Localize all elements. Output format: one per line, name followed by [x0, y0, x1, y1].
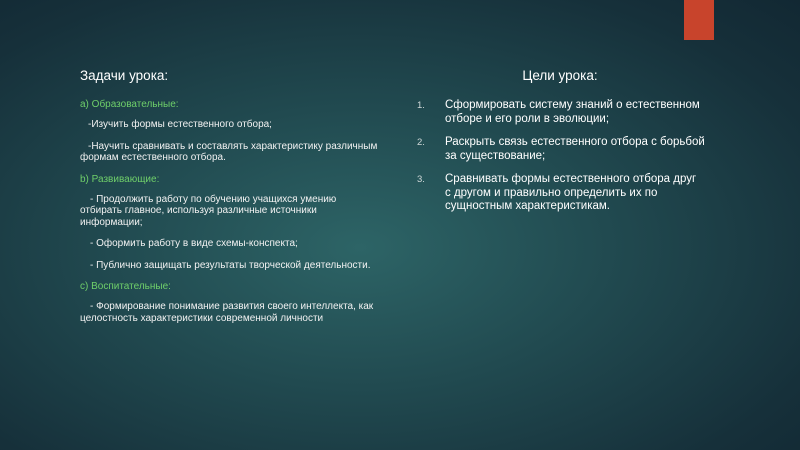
goals-heading: Цели урока:: [522, 68, 598, 83]
accent-bar: [684, 0, 714, 40]
goal-item: [415, 99, 705, 126]
goal-number: 1.: [417, 100, 425, 111]
goal-number: 3.: [417, 174, 425, 185]
goal-item: [415, 136, 705, 163]
task-item: -Научить сравнивать и составлять характеристику различным формам естественного отбора.: [80, 140, 378, 163]
goals-column: [415, 68, 705, 224]
goal-number: 2.: [417, 137, 425, 148]
section-educational: a) Образовательные:: [80, 99, 179, 110]
task-item: - Оформить работу в виде схемы-конспекта;: [90, 238, 298, 249]
goal-item: [415, 173, 705, 214]
tasks-heading: Задачи урока:: [80, 68, 169, 83]
goal-text: Раскрыть связь естественного отбора с борьбой за существование;: [445, 136, 705, 162]
task-item: - Формирование понимание развития своего интеллекта, как целостность характеристики современной личности: [80, 301, 374, 324]
task-item: - Продолжить работу по обучению учащихся умению отбирать главное, используя различные источники информации;: [80, 193, 337, 228]
goals-list: [415, 99, 705, 214]
tasks-column: [80, 68, 380, 334]
goal-text: Сравнивать формы естественного отбора друг с другом и правильно определить их по сущностным характеристикам.: [445, 173, 697, 212]
goal-text: Сформировать систему знаний о естественном отборе и его роли в эволюции;: [445, 99, 700, 125]
section-developing: b) Развивающие:: [80, 173, 160, 185]
task-item: - Публично защищать результаты творческой деятельности.: [90, 259, 371, 271]
task-item: -Изучить формы естественного отбора;: [88, 119, 272, 130]
section-upbringing: c) Воспитательные:: [80, 281, 171, 292]
